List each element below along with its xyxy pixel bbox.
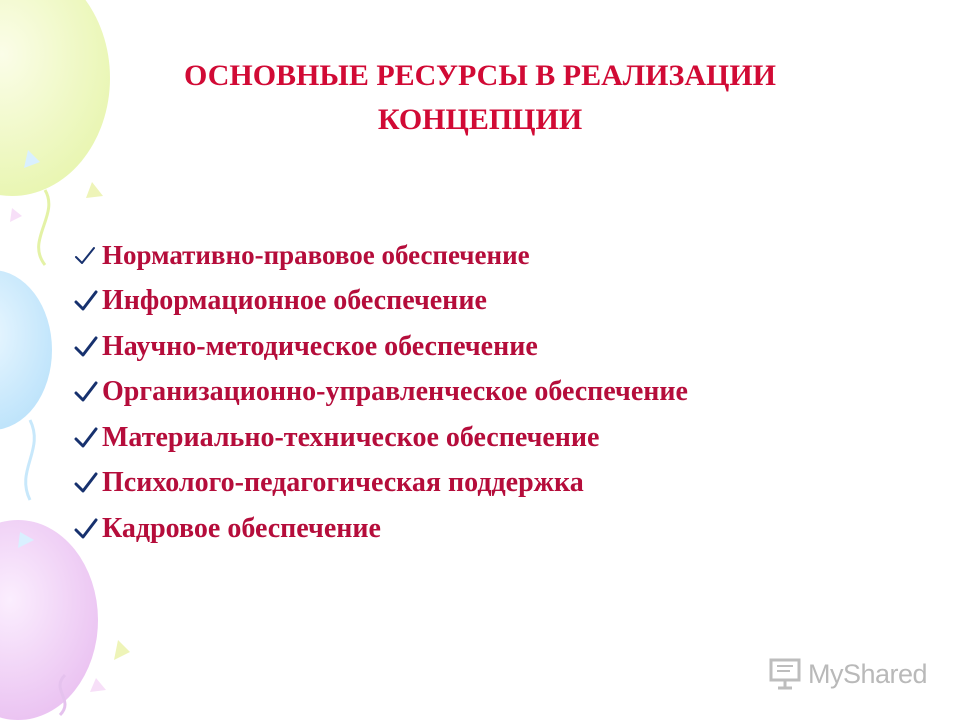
list-item-label: Психолого-педагогическая поддержка [102, 467, 584, 499]
title-line-1: ОСНОВНЫЕ РЕСУРСЫ В РЕАЛИЗАЦИИ [184, 59, 776, 92]
slide-title [60, 54, 900, 142]
list-item [74, 415, 688, 461]
checkmark-icon [74, 518, 102, 540]
list-item [74, 370, 688, 416]
list-item [74, 324, 688, 370]
list-item-label: Организационно-управленческое обеспечение [102, 376, 688, 408]
list-item-label: Материально-техническое обеспечение [102, 421, 600, 453]
watermark-text: MyShared [808, 658, 928, 689]
checkmark-icon [74, 290, 102, 312]
checkmark-icon [74, 472, 102, 494]
checkmark-icon [74, 381, 102, 403]
list-item [74, 506, 688, 552]
list-item-label: Информационное обеспечение [102, 285, 487, 317]
checkmark-icon [74, 336, 102, 358]
list-item-label: Научно-методическое обеспечение [102, 330, 538, 362]
list-item-label: Нормативно-правовое обеспечение [102, 240, 530, 271]
myshared-watermark [768, 654, 927, 694]
resources-list [74, 233, 688, 552]
checkmark-icon [74, 246, 102, 266]
list-item [74, 233, 688, 279]
title-line-2: КОНЦЕПЦИИ [377, 103, 583, 136]
checkmark-icon [74, 427, 102, 449]
list-item [74, 279, 688, 325]
list-item-label: Кадровое обеспечение [102, 512, 381, 544]
list-item [74, 461, 688, 507]
presentation-board-icon [768, 657, 802, 691]
